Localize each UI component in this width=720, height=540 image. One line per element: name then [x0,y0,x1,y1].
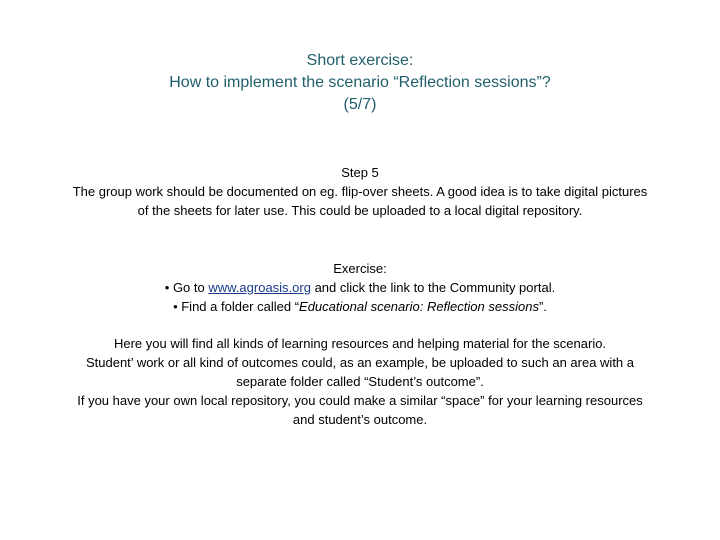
closing-line-5: and student’s outcome. [292,412,428,427]
closing-line-2: Student’ work or all kind of outcomes could, as an example, be uploaded to such an area with a [85,355,634,370]
title-line-2: How to implement the scenario “Reflection sessions”? [169,74,551,91]
closing-line-3: separate folder called “Student’s outcome”. [236,374,484,389]
exercise-section [20,259,700,316]
bullet-1-prefix: • Go to [164,280,209,295]
title-line-3: (5/7) [343,96,377,113]
step-section [20,163,700,220]
agroasis-link[interactable]: www.agroasis.org [208,280,311,295]
closing-line-4: If you have your own local repository, you could make a similar “space” for your learning resources [77,393,643,408]
bullet-2-suffix: ”. [538,299,547,314]
step-text-line-1: The group work should be documented on eg. flip-over sheets. A good idea is to take digital pictures [72,184,648,199]
exercise-bullet-2 [20,297,700,316]
bullet-2-prefix: • Find a folder called “ [173,299,300,314]
step-heading: Step 5 [341,165,379,180]
exercise-bullet-1 [20,278,700,297]
closing-line-1: Here you will find all kinds of learning resources and helping material for the scenario. [113,336,607,351]
bullet-1-suffix: and click the link to the Community portal. [310,280,556,295]
title-line-1: Short exercise: [306,52,414,69]
closing-section [20,334,700,429]
step-text-line-2: of the sheets for later use. This could be uploaded to a local digital repository. [137,203,583,218]
exercise-heading: Exercise: [333,261,387,276]
folder-name: Educational scenario: Reflection sessions [299,299,539,314]
slide-title [0,50,720,116]
